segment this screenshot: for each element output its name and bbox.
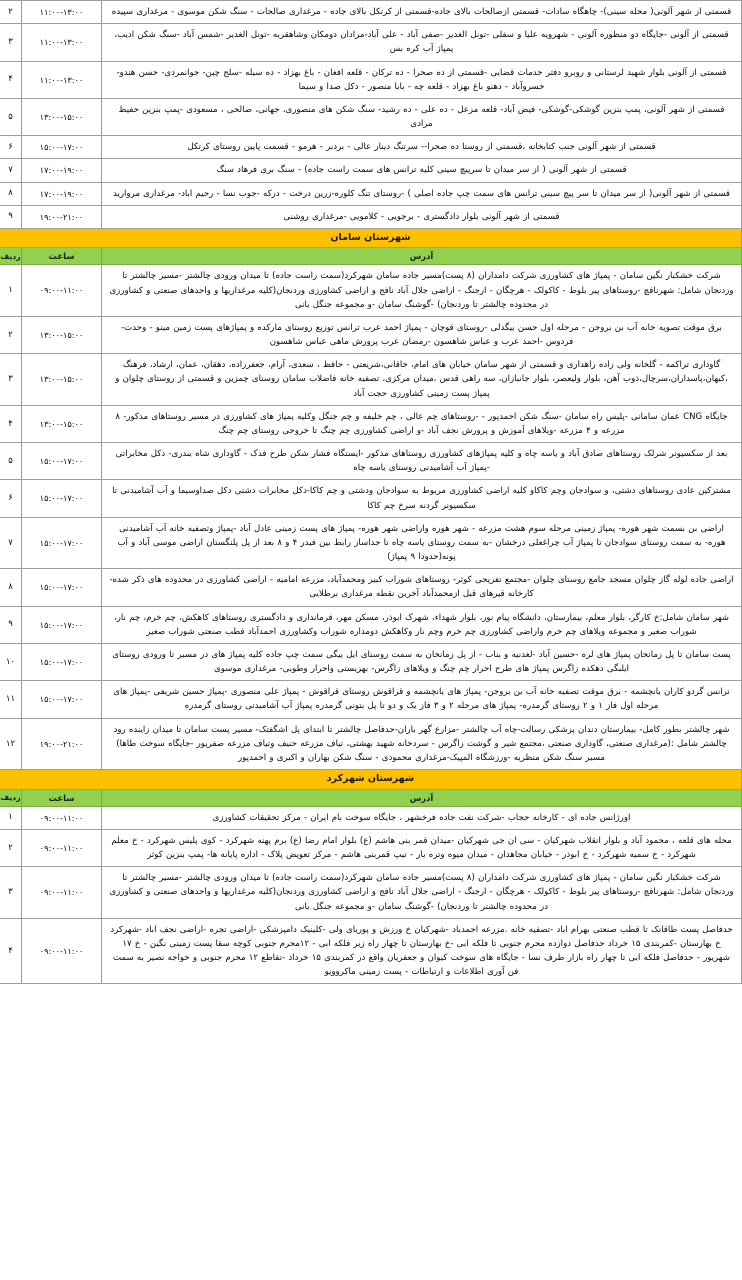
cell-address: شهر سامان شامل:خ کارگر، بلوار معلم، بیمارستان، دانشگاه پیام نور، بلوار شهداء، شهرک ابوذر، مسکن مهر، فرمانداری و دادگستری روستاهای کاهکش، چم خرم، چم نار، شوراب صغیر و مجموعه ویلاهای چم خرم واراضی کشاورزی چم خرم وچم نار وکاهکش دومداره شوراب وکشاورزی احمدآباد قطب صنعتی شوراب صغیر [102, 606, 742, 643]
table-row [0, 265, 742, 317]
cell-time: ۱۹:۰۰-۲۱:۰۰ [22, 205, 102, 228]
cell-row-number: ۷ [0, 517, 22, 569]
cell-time: ۰۹:۰۰-۱۱:۰۰ [22, 806, 102, 829]
column-header-time: ساعت [22, 248, 102, 265]
cell-time: ۱۳:۰۰-۱۵:۰۰ [22, 354, 102, 406]
table-row [0, 98, 742, 135]
cell-address: شهر چالشتر بطور کامل- بیمارستان دندان پزشکی رسالت-چاه آب چالشتر -مزارع گهر باران-حدفاصل چالشتر تا ابتدای پل اشگفتک- مسیر پست سامان تا میدان زاینده رود چالشتر شامل :(مرغداری صنعتی، گاوداری صنعتی ،مجتمع شیر و گوشت زاگرس - سردخانه شهید بهشتی، تیاف مزرعه حنیف وتیاف مزرعه صفرپور -جایگاه سوخت طاها) مسیر سنگ شکن منظریه -ورزشگاه المپیک-مرغداری محمودی - سنگ شکن بهاران و اکبری و احمدپور [102, 718, 742, 770]
cell-time: ۱۹:۰۰-۲۱:۰۰ [22, 718, 102, 770]
table-row [0, 569, 742, 606]
cell-address: شرکت خشکبار نگین سامان - پمپاژ های کشاورزی شرکت دامداران (۸ پست)مسیر جاده سامان شهرکرد(سمت راست جاده) تا میدان ورودی چالشتر -مسیر چالشتر تا وردنجان شامل: شهرنافچ -روستاهای پیر بلوط - کاکولک - هرچگان - ارجنگ - اراضی جلال آباد نافج و اراضی کشاورزی وردنجان(کلیه مرغداریها و واحدهای صنعتی و کشاورزی در محدوده چالشتر تا وردنجان) -گوشنگ سامان -و مجموعه جنگل بانی [102, 867, 742, 919]
cell-time: ۱۷:۰۰-۱۹:۰۰ [22, 159, 102, 182]
cell-address: اراضی بن بسمت شهر هوره- پمپاژ زمینی مرحله سوم هشت مزرعه - شهر هوره واراضی شهر هوره- پمپاژ های پست زمینی عادل آباد -پمپاژ وتصفیه خانه آب آشامیدنی هوره- به سمت روستای سوادجان تا پمپاژ آب چراغعلی درخشان -به سمت روستای یاسه چاه تا جداساز رابط بین فیدر ۴ و ۸ بعد از پل پلنگستان اراضی موسی آباد و آب پونه(حدودا ۹ پمپاژ) [102, 517, 742, 569]
cell-row-number: ۱۱ [0, 681, 22, 718]
cell-address: قسمتی از شهر آلونی ( از سر میدان تا سرپیچ سینی کلیه ترانس های سمت راست جاده) - سنگ بری فرهاد سنگ [102, 159, 742, 182]
cell-address: شرکت خشکبار نگین سامان - پمپاژ های کشاورزی شرکت دامداران (۸ پست)مسیر جاده سامان شهرکرد(سمت راست جاده) تا میدان ورودی چالشتر -مسیر چالشتر تا وردنجان شامل: شهرنافچ -روستاهای پیر بلوط - کاکولک - هرچگان - ارجنگ - اراضی جلال آباد نافج و اراضی کشاورزی وردنجان(کلیه مرغداریها و واحدهای صنعتی و کشاورزی در محدوده چالشتر تا وردنجان) -گوشنگ سامان -و مجموعه جنگل بانی [102, 265, 742, 317]
cell-row-number: ۸ [0, 182, 22, 205]
cell-time: ۱۵:۰۰-۱۷:۰۰ [22, 136, 102, 159]
cell-address: محله های قلعه ، محمود آباد و بلوار انقلاب شهرکیان - سی ان جی شهرکیان -میدان قمر بنی هاشم (ع) بلوار امام رضا (ع) برم پهنه شهرکرد - کوی پلیس شهرکرد - خ معلم شهرکرد - خ سمیه شهرکرد - خ ابوذر - خیابان مجاهدان - میدان میوه وتره بار - تیپ قمربنی هاشم - مرکز تعویض پلاک - اداره پایانه ها- پمپ بنزین کوثر [102, 829, 742, 866]
cell-row-number: ۳ [0, 354, 22, 406]
table-row [0, 606, 742, 643]
cell-time: ۱۵:۰۰-۱۷:۰۰ [22, 443, 102, 480]
column-header-row [0, 789, 742, 806]
cell-address: ترانس گردو کاران یانچشمه - برق موقت تصفیه خانه آب بن بروجن- پمپاژ های یانچشمه و قراقوش روستای قراقوش - پمپاژ علی منصوری -پمپاژ حسین شریفی -پمپاژ های مرحله اول فاز ۱ و ۲ روستای گرمدره- پمپاژ های مرحله ۲ و ۳ فاز یک و دو تا پل بتونی گرمدره پمپاژ آب آشامیدنی روستای گرمدره [102, 681, 742, 718]
table-row [0, 61, 742, 98]
table-row [0, 205, 742, 228]
cell-time: ۱۵:۰۰-۱۷:۰۰ [22, 606, 102, 643]
cell-time: ۱۵:۰۰-۱۷:۰۰ [22, 480, 102, 517]
cell-row-number: ۱۰ [0, 643, 22, 680]
cell-address: قسمتی از آلونی -جایگاه دو منظوره آلونی - شهرویه علیا و سفلی -تونل الغدیر -صفی آباد - علی آباد-مرادان دومکان وشاهقربه -تونل الغدیر -شمس آباد -سنگ شکن ادیب، پمپاژ آب کره بس [102, 24, 742, 61]
cell-row-number: ۲ [0, 829, 22, 866]
cell-address: قسمتی از شهر آلونی جنب کتابخانه ،قسمتی از روستا ده صحرا-- سرتنگ دینار عالی - بردبر - هرمو - قسمت پایین روستای کرتکل [102, 136, 742, 159]
cell-time: ۱۱:۰۰-۱۳:۰۰ [22, 1, 102, 24]
table-row [0, 405, 742, 442]
column-header-row-number: ردیف [0, 248, 22, 265]
cell-address: قسمتی از شهر آلونی، پمپ بنزین گوشکی-گوشکی- فیض آباد- قلعه مزعل - ده علی - ده رشید- سنگ شکن های منصوری، جهانی، صالحی ، مسعودی -پمپ بنزین حفیظ مرادی [102, 98, 742, 135]
cell-row-number: ۹ [0, 205, 22, 228]
cell-address: اراضی جاده لوله گاز چلوان مسجد جامع روستای چلوان -مجتمع تفریحی کوثر- روستاهای شوراب کبیر ومحمدآباد، مزرعه امامیه - اراضی کشاورزی در محدوده های ذکر شده-کارخانه قیرهای قبل ازمحمدآباد آخرین نقطه مرغداری برطلایی [102, 569, 742, 606]
column-header-address: آدرس [102, 248, 742, 265]
section-header-row [0, 770, 742, 789]
table-row [0, 918, 742, 984]
cell-time: ۱۱:۰۰-۱۳:۰۰ [22, 61, 102, 98]
table-row [0, 480, 742, 517]
table-row [0, 1, 742, 24]
table-row [0, 829, 742, 866]
section-title: شهرستان شهرکرد [0, 770, 742, 789]
cell-address: قسمتی از شهر آلونی( محله سینی)- چاهگاه سادات- قسمتی ازصالحات بالای جاده-قسمتی از کرتکل بالای جاده - مرغداری صالحات - سنگ شکن موسوی - مرغداری سپیده [102, 1, 742, 24]
cell-row-number: ۱ [0, 806, 22, 829]
cell-time: ۰۹:۰۰-۱۱:۰۰ [22, 867, 102, 919]
section-title: شهرستان سامان [0, 228, 742, 247]
cell-address: گاوداری تراکمه - گلخانه ولی زاده راهداری و قسمتی از شهر سامان خیابان های امام، خاقانی،شریعتی - حافظ ، سعدی، آرام، جعفرزاده، دهقان، عمان، ارشاد، فرهنگ ،کیهان،پاسداران،سرچال،ذوب آهن، بلوار ولیعصر، بلوار جانبازان، سه راهی قدس ،میدان مرکزی، تصفیه خانه فاضلاب سامان روستای چمزین و قسمتی از روستای چلوان و پمپاژ پست زمینی کشاورزی حجت آباد [102, 354, 742, 406]
cell-row-number: ۷ [0, 159, 22, 182]
cell-time: ۱۷:۰۰-۱۹:۰۰ [22, 182, 102, 205]
cell-row-number: ۶ [0, 136, 22, 159]
cell-address: اورژانس جاده ای - کارخانه حجاب -شرکت نفت جاده فرخشهر ، جایگاه سوخت بام ایران - مرکز تحقیقات کشاورزی [102, 806, 742, 829]
cell-row-number: ۱ [0, 265, 22, 317]
cell-row-number: ۵ [0, 98, 22, 135]
cell-time: ۱۵:۰۰-۱۷:۰۰ [22, 681, 102, 718]
cell-row-number: ۹ [0, 606, 22, 643]
table-row [0, 354, 742, 406]
table-row [0, 718, 742, 770]
section-header-row [0, 228, 742, 247]
table-row [0, 643, 742, 680]
column-header-time: ساعت [22, 789, 102, 806]
cell-time: ۱۵:۰۰-۱۷:۰۰ [22, 517, 102, 569]
cell-time: ۱۱:۰۰-۱۳:۰۰ [22, 24, 102, 61]
cell-row-number: ۸ [0, 569, 22, 606]
cell-row-number: ۱۲ [0, 718, 22, 770]
column-header-address: آدرس [102, 789, 742, 806]
cell-time: ۱۵:۰۰-۱۷:۰۰ [22, 569, 102, 606]
table-row [0, 517, 742, 569]
cell-row-number: ۳ [0, 24, 22, 61]
cell-row-number: ۶ [0, 480, 22, 517]
table-row [0, 136, 742, 159]
cell-row-number: ۲ [0, 1, 22, 24]
cell-time: ۰۹:۰۰-۱۱:۰۰ [22, 918, 102, 984]
cell-address: بعد از سکسیونر شرلک روستاهای صادق آباد و یاسه چاه و کلیه پمپاژهای کشاورزی روستاهای مذکور -ایستگاه فشار شکن طرح فدک - گاوداری شاه بندری- دکل مخابراتی -پمپاژ آب آشامیدنی روستای یاسه چاه [102, 443, 742, 480]
cell-row-number: ۴ [0, 61, 22, 98]
cell-address: قسمتی از شهر آلونی بلوار دادگستری - برجویی - کلامویی -مرغداری روشنی [102, 205, 742, 228]
cell-time: ۰۹:۰۰-۱۱:۰۰ [22, 265, 102, 317]
table-row [0, 681, 742, 718]
cell-row-number: ۴ [0, 918, 22, 984]
cell-address: حدفاصل پست طاقانک تا قطب صنعتی بهرام اباد -تصفیه خانه .مزرعه احمدباد -شهرکیان خ ورزش و پوریای ولی -کلینیک دامپزشکی -اراضی تجره -اراضی نجف اباد -شهرکرد خ بهارستان -کمربندی ۱۵ خرداد حدفاصل دوازده محرم جنوبی تا فلکه ابی -خ بهارستان تا چهار راه زیر فلکه ابی - ۱۲محرم جنوبی کوچه سقا پست زمینی نگین - خ ۱۷ شهریور - حدفاصل فلکه ابی تا چهار راه بازار طرف نسا - جایگاه های سوخت کیوان و جعفریان واقع در کمربندی ۱۵ خرداد -تقاطع ۱۲ محرم جنوبی و خواجه نصیر به سمت فن آوری اطلاعات و ارتباطات - پست زمینی ماکروویو [102, 918, 742, 984]
column-header-row-number: ردیف [0, 789, 22, 806]
table-row [0, 316, 742, 353]
cell-time: ۱۳:۰۰-۱۵:۰۰ [22, 405, 102, 442]
cell-row-number: ۲ [0, 316, 22, 353]
table-row [0, 867, 742, 919]
table-row [0, 159, 742, 182]
cell-time: ۱۳:۰۰-۱۵:۰۰ [22, 98, 102, 135]
cell-row-number: ۵ [0, 443, 22, 480]
cell-address: برق موقت تصویه خانه آب بن بروجن - مرحله اول حسن بیگدلی -روستای قوچان - پمپاژ احمد عرب ترانس توزیع روستای مارکده و پمپاژهای پست زمین مینو - وحدت- فردوس -احمد عرب و عباس شاهسون -رمضان عرب پرورش ماهی عباس شاهسون [102, 316, 742, 353]
cell-row-number: ۴ [0, 405, 22, 442]
cell-address: مشترکین عادی روستاهای دشتی، و سوادجان وچم کاکاو کلیه اراضی کشاورزی مربوط به سوادجان ودشتی و چم کاکا-دکل مخابرات دشتی دکل صداوسیما و آب آشامیدنی تا سکسیونر گردنه سرخ چم کاکا [102, 480, 742, 517]
column-header-row [0, 248, 742, 265]
table-row [0, 24, 742, 61]
cell-address: جایگاه CNG عمان سامانی -پلیس راه سامان -سنگ شکن احمدپور - -روستاهای چم عالی ، چم خلیفه و چم جنگل وکلیه پمپاژ های کشاورزی در مسیر روستاهای مذکور- ۸ مزرعه و ۴ مزرعه -ویلاهای آموزش و پرورش نجف آباد -و اراضی کشاورزی چم چنگ تا خروجی روستای چم چنگ [102, 405, 742, 442]
cell-time: ۱۳:۰۰-۱۵:۰۰ [22, 316, 102, 353]
table-row [0, 443, 742, 480]
table-row [0, 182, 742, 205]
table-row [0, 806, 742, 829]
cell-address: پست سامان تا پل زمانخان پمپاژ های لره -حسین آباد -لغدنیه و بناب - از پل زمانخان به سمت روستای ایل بیگی سمت چپ جاده کلیه پمپاژ های در مسیر تا ورودی روستای ایلبگی دهکده زاگرس پمپاژ های طرح احرار چم چنگ و ویلاهای زاگرس- بهزیستی واحرار وطوبی- مرغداری موسوی [102, 643, 742, 680]
cell-time: ۰۹:۰۰-۱۱:۰۰ [22, 829, 102, 866]
cell-row-number: ۳ [0, 867, 22, 919]
cell-time: ۱۵:۰۰-۱۷:۰۰ [22, 643, 102, 680]
cell-address: قسمتی از آلونی بلوار شهید لرستانی و روبرو دفتر خدمات قضایی -قسمتی از ده صحرا - ده ترکان - قلعه افغان - باغ بهزاد - ده سیله -سلج چین- جوانمردی- حسن هندو- خسروآباد - دهنو باغ بهزاد - قلعه چه - بابا منصور - دکل صدا و سیما [102, 61, 742, 98]
cell-address: قسمتی از شهر آلونی( از سر میدان تا سر پیچ سینی ترانس های سمت چپ جاده اصلی ) -روستای تنگ کلوره-زرین درخت - درکه -جوب نسا - رحیم اباد- مرغداری مروارید [102, 182, 742, 205]
